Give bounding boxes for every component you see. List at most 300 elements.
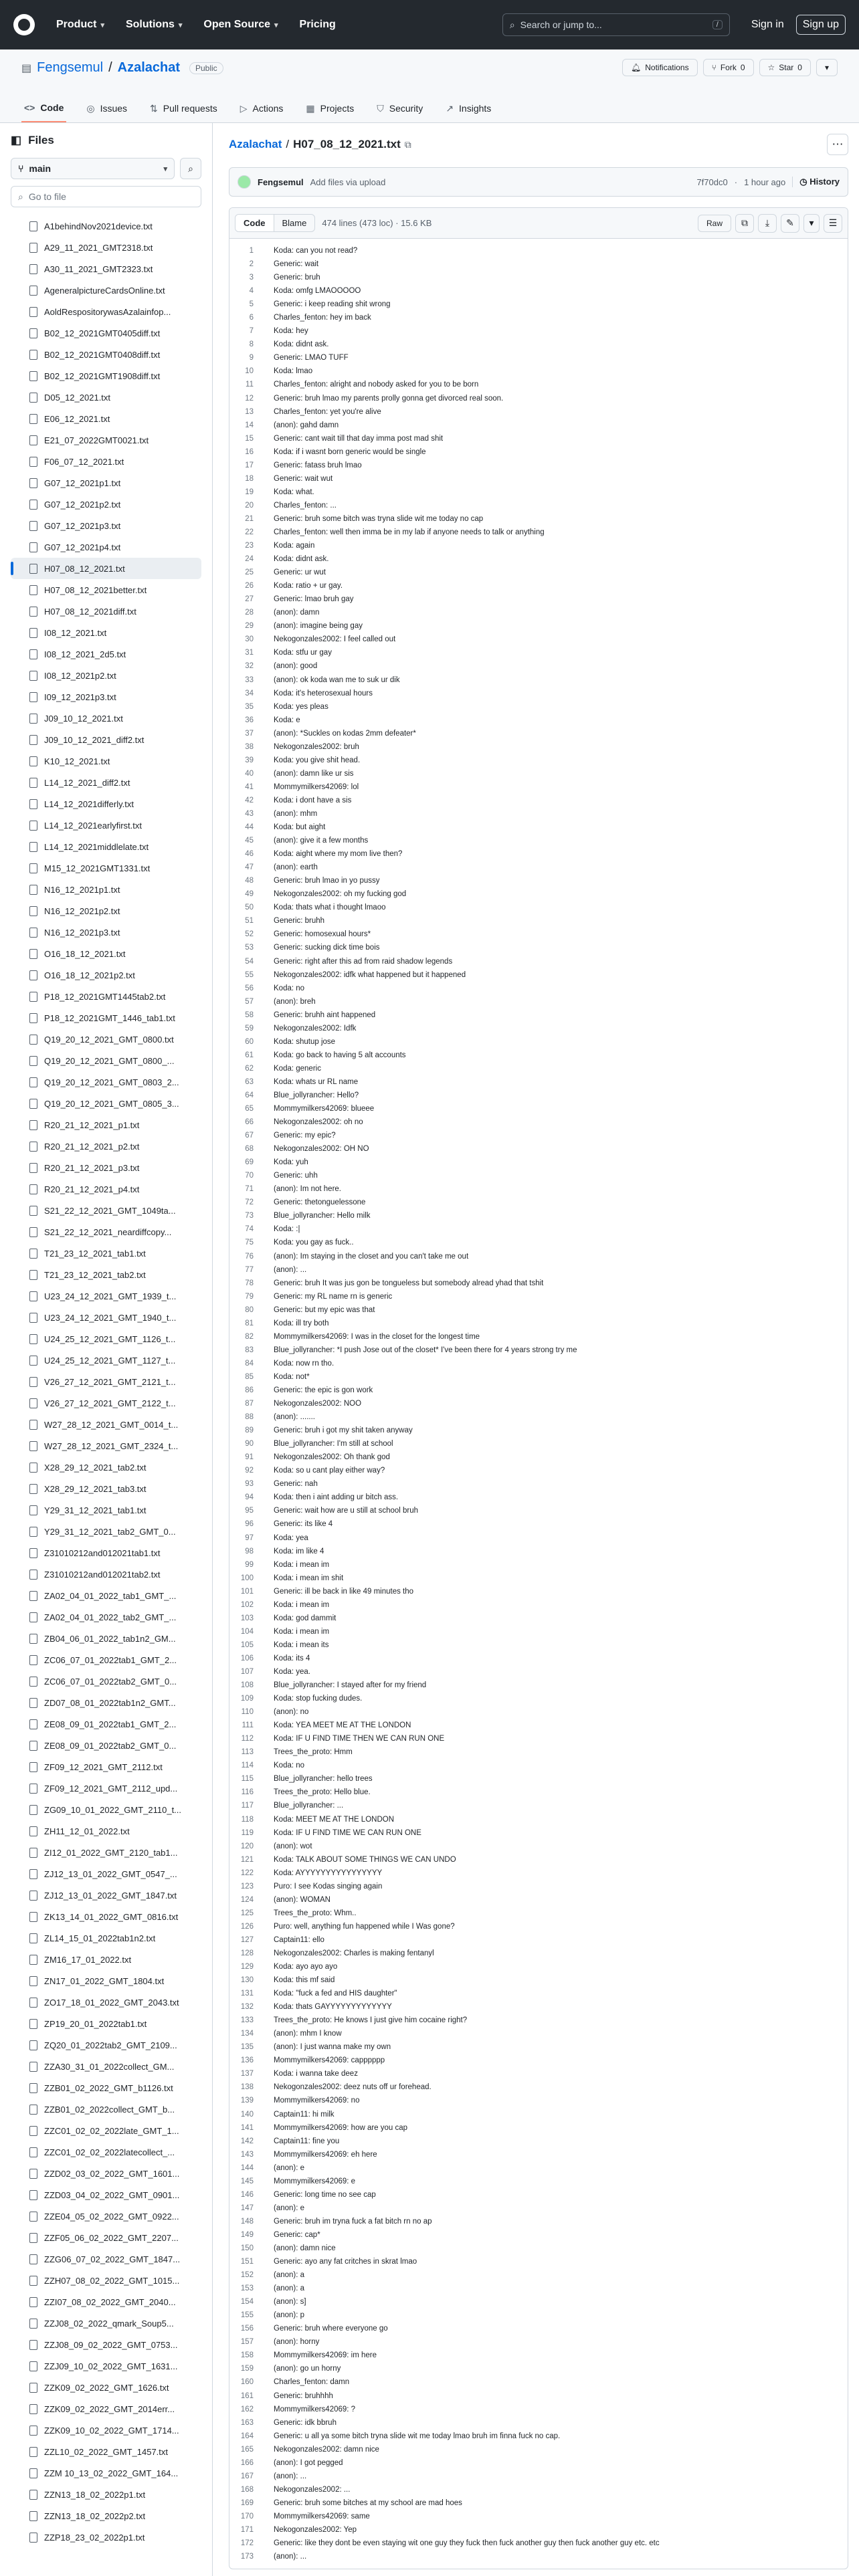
file-tree-item[interactable] <box>11 2120 201 2141</box>
line-number[interactable]: 52 <box>245 930 254 939</box>
file-tree-item[interactable] <box>11 964 201 986</box>
line-number[interactable]: 76 <box>245 1252 254 1261</box>
file-tree-item[interactable] <box>11 429 201 451</box>
file-tree-item[interactable] <box>11 536 201 558</box>
line-number[interactable]: 115 <box>241 1775 254 1784</box>
search-files-button[interactable] <box>180 158 201 179</box>
file-tree-item[interactable] <box>11 750 201 772</box>
tab-projects[interactable] <box>303 96 357 122</box>
line-number[interactable]: 77 <box>245 1265 254 1274</box>
file-tree-item[interactable] <box>11 579 201 601</box>
line-number[interactable]: 73 <box>245 1212 254 1220</box>
line-number[interactable]: 125 <box>240 1909 254 1917</box>
repo-owner-link[interactable]: Fengsemul <box>37 60 104 75</box>
file-tree-item[interactable] <box>11 708 201 729</box>
file-tree-item[interactable] <box>11 1606 201 1628</box>
file-tree-item[interactable] <box>11 1478 201 1499</box>
tab-security[interactable] <box>374 96 425 122</box>
raw-button[interactable] <box>698 215 731 232</box>
file-tree-item[interactable] <box>11 2377 201 2398</box>
line-number[interactable]: 103 <box>240 1614 254 1622</box>
file-tree-item[interactable] <box>11 857 201 879</box>
line-number[interactable]: 19 <box>245 488 254 496</box>
line-number[interactable]: 82 <box>245 1332 254 1341</box>
line-number[interactable]: 155 <box>240 2311 254 2320</box>
file-tree-item[interactable] <box>11 1970 201 1992</box>
star-button[interactable] <box>759 59 811 76</box>
notifications-button[interactable] <box>622 59 698 76</box>
file-tree-item[interactable] <box>11 1285 201 1307</box>
line-number[interactable]: 50 <box>245 903 254 912</box>
file-tree-item[interactable] <box>11 986 201 1007</box>
line-number[interactable]: 99 <box>245 1560 254 1569</box>
file-tree-item[interactable] <box>11 1628 201 1649</box>
line-number[interactable]: 33 <box>245 675 254 684</box>
line-number[interactable]: 139 <box>240 2097 254 2105</box>
line-number[interactable]: 88 <box>245 1413 254 1422</box>
file-tree-item[interactable] <box>11 2462 201 2484</box>
line-number[interactable]: 17 <box>245 461 254 469</box>
line-number[interactable]: 35 <box>245 702 254 711</box>
edit-dropdown-button[interactable] <box>803 214 820 233</box>
line-number[interactable]: 142 <box>240 2137 254 2145</box>
line-number[interactable]: 81 <box>245 1319 254 1327</box>
line-number[interactable]: 109 <box>240 1695 254 1703</box>
file-tree-item[interactable] <box>11 1927 201 1949</box>
file-tree-item[interactable] <box>11 2206 201 2227</box>
line-number[interactable]: 86 <box>245 1386 254 1394</box>
line-number[interactable]: 6 <box>249 314 254 322</box>
line-number[interactable]: 130 <box>240 1976 254 1985</box>
line-number[interactable]: 136 <box>240 2056 254 2065</box>
line-number[interactable]: 66 <box>245 1118 254 1127</box>
line-number[interactable]: 65 <box>245 1105 254 1113</box>
file-tree-item[interactable] <box>11 2056 201 2077</box>
line-number[interactable]: 148 <box>240 2217 254 2226</box>
line-number[interactable]: 164 <box>240 2432 254 2440</box>
file-tree-item[interactable] <box>11 1499 201 1521</box>
line-number[interactable]: 170 <box>240 2512 254 2520</box>
file-tree-item[interactable] <box>11 2420 201 2441</box>
line-number[interactable]: 75 <box>245 1239 254 1247</box>
line-number[interactable]: 70 <box>245 1172 254 1180</box>
line-number[interactable]: 159 <box>240 2365 254 2373</box>
line-number[interactable]: 141 <box>240 2123 254 2132</box>
line-number[interactable]: 147 <box>240 2204 254 2212</box>
line-number[interactable]: 62 <box>245 1064 254 1073</box>
file-tree-item[interactable] <box>11 686 201 708</box>
line-number[interactable]: 38 <box>245 742 254 751</box>
line-number[interactable]: 57 <box>245 997 254 1006</box>
file-tree-item[interactable] <box>11 1221 201 1243</box>
line-number[interactable]: 161 <box>240 2391 254 2400</box>
line-number[interactable]: 18 <box>245 474 254 483</box>
line-number[interactable]: 133 <box>240 2016 254 2025</box>
line-number[interactable]: 87 <box>245 1400 254 1408</box>
file-tree-item[interactable] <box>11 1328 201 1350</box>
line-number[interactable]: 135 <box>240 2043 254 2052</box>
file-tree-item[interactable] <box>11 1820 201 1842</box>
history-button[interactable] <box>792 177 840 187</box>
line-number[interactable]: 97 <box>245 1533 254 1542</box>
line-number[interactable]: 96 <box>245 1520 254 1529</box>
tab-issues[interactable] <box>84 96 130 122</box>
avatar[interactable] <box>237 175 251 189</box>
file-tree-item[interactable] <box>11 472 201 494</box>
file-tree-item[interactable] <box>11 494 201 515</box>
line-number[interactable]: 32 <box>245 662 254 671</box>
star-dropdown-button[interactable] <box>816 59 838 76</box>
line-number[interactable]: 92 <box>245 1467 254 1475</box>
repo-name-link[interactable]: Azalachat <box>117 60 180 75</box>
file-tree-item[interactable] <box>11 2505 201 2527</box>
file-tree-item[interactable] <box>11 2484 201 2505</box>
line-number[interactable]: 10 <box>245 367 254 376</box>
line-number[interactable]: 104 <box>240 1627 254 1636</box>
file-tree-item[interactable] <box>11 1392 201 1414</box>
line-number[interactable]: 48 <box>245 877 254 885</box>
nav-pricing[interactable] <box>300 19 336 31</box>
file-tree-item[interactable] <box>11 772 201 793</box>
line-number[interactable]: 69 <box>245 1158 254 1167</box>
file-tree-item[interactable] <box>11 665 201 686</box>
line-number[interactable]: 22 <box>245 528 254 536</box>
file-tree-item[interactable] <box>11 1735 201 1756</box>
line-number[interactable]: 129 <box>240 1963 254 1971</box>
file-tree-item[interactable] <box>11 622 201 643</box>
line-number[interactable]: 140 <box>240 2110 254 2119</box>
line-number[interactable]: 151 <box>240 2258 254 2266</box>
line-number[interactable]: 8 <box>249 340 254 349</box>
line-number[interactable]: 156 <box>240 2325 254 2333</box>
line-number[interactable]: 119 <box>241 1828 254 1837</box>
file-tree-item[interactable] <box>11 1842 201 1863</box>
line-number[interactable]: 29 <box>245 622 254 631</box>
line-number[interactable]: 36 <box>245 716 254 724</box>
line-number[interactable]: 63 <box>245 1077 254 1086</box>
commit-message[interactable]: Add files via upload <box>310 177 386 187</box>
line-number[interactable]: 20 <box>245 501 254 510</box>
file-tree-item[interactable] <box>11 2313 201 2334</box>
nav-open-source[interactable] <box>203 19 278 31</box>
file-tree-item[interactable] <box>11 1713 201 1735</box>
fork-button[interactable] <box>703 59 754 76</box>
line-number[interactable]: 138 <box>240 2083 254 2092</box>
file-tree-item[interactable] <box>11 943 201 964</box>
line-number[interactable]: 94 <box>245 1493 254 1502</box>
file-tree-item[interactable] <box>11 2013 201 2034</box>
go-to-file-input[interactable] <box>11 186 201 207</box>
file-tree-item[interactable] <box>11 1542 201 1564</box>
file-tree-item[interactable] <box>11 2334 201 2355</box>
line-number[interactable]: 41 <box>245 782 254 791</box>
file-tree-item[interactable] <box>11 643 201 665</box>
line-number[interactable]: 60 <box>245 1037 254 1046</box>
line-number[interactable]: 55 <box>245 970 254 979</box>
line-number[interactable]: 111 <box>242 1721 254 1730</box>
line-number[interactable]: 15 <box>245 434 254 443</box>
line-number[interactable]: 37 <box>245 729 254 738</box>
line-number[interactable]: 157 <box>240 2338 254 2347</box>
breadcrumb-repo-link[interactable]: Azalachat <box>229 138 282 150</box>
nav-solutions[interactable] <box>126 19 182 31</box>
line-number[interactable]: 84 <box>245 1359 254 1368</box>
file-tree-item[interactable] <box>11 729 201 750</box>
line-number[interactable]: 85 <box>245 1372 254 1381</box>
file-tree-item[interactable] <box>11 215 201 237</box>
line-number[interactable]: 21 <box>245 514 254 523</box>
file-tree-item[interactable] <box>11 2141 201 2163</box>
file-tree-item[interactable] <box>11 1093 201 1114</box>
file-tree-item[interactable] <box>11 2077 201 2099</box>
tab-actions[interactable] <box>237 96 286 122</box>
file-tree-item[interactable] <box>11 1649 201 1671</box>
line-number[interactable]: 31 <box>245 649 254 657</box>
file-tree-item[interactable] <box>11 1671 201 1692</box>
line-number[interactable]: 30 <box>245 635 254 644</box>
line-number[interactable]: 112 <box>241 1735 254 1743</box>
github-logo-icon[interactable] <box>13 14 35 35</box>
line-number[interactable]: 95 <box>245 1507 254 1515</box>
file-tree-item[interactable] <box>11 1692 201 1713</box>
line-number[interactable]: 110 <box>241 1708 254 1717</box>
file-tree-item[interactable] <box>11 1264 201 1285</box>
line-number[interactable]: 39 <box>245 756 254 764</box>
line-number[interactable]: 160 <box>240 2378 254 2387</box>
file-tree-item[interactable] <box>11 1136 201 1157</box>
line-number[interactable]: 105 <box>240 1640 254 1649</box>
line-number[interactable]: 4 <box>249 287 254 296</box>
line-number[interactable]: 146 <box>240 2190 254 2199</box>
file-tree-item[interactable] <box>11 1521 201 1542</box>
line-number[interactable]: 152 <box>240 2271 254 2280</box>
line-number[interactable]: 9 <box>249 354 254 362</box>
file-tree-item[interactable] <box>11 515 201 536</box>
line-number[interactable]: 44 <box>245 823 254 832</box>
file-tree-item[interactable] <box>11 258 201 280</box>
tab-pull-requests[interactable] <box>147 96 220 122</box>
file-tree-item[interactable] <box>11 2398 201 2420</box>
code-view-button[interactable]: Code <box>235 215 274 231</box>
line-number[interactable]: 154 <box>240 2298 254 2306</box>
line-number[interactable]: 11 <box>246 381 254 389</box>
line-number[interactable]: 49 <box>245 890 254 899</box>
line-number[interactable]: 64 <box>245 1091 254 1099</box>
line-number[interactable]: 117 <box>241 1802 254 1810</box>
line-number[interactable]: 42 <box>245 796 254 804</box>
line-number[interactable]: 26 <box>245 582 254 591</box>
line-number[interactable]: 132 <box>240 2003 254 2012</box>
line-number[interactable]: 165 <box>240 2445 254 2454</box>
line-number[interactable]: 128 <box>240 1949 254 1957</box>
blame-view-button[interactable]: Blame <box>282 218 307 228</box>
line-number[interactable]: 58 <box>245 1010 254 1019</box>
line-number[interactable]: 23 <box>245 542 254 550</box>
file-tree-item[interactable] <box>11 2355 201 2377</box>
line-number[interactable]: 113 <box>241 1748 254 1757</box>
file-tree-item[interactable] <box>11 1799 201 1820</box>
line-number[interactable]: 2 <box>249 260 254 269</box>
line-number[interactable]: 43 <box>245 809 254 818</box>
file-tree-item[interactable] <box>11 1178 201 1200</box>
more-options-button[interactable] <box>827 134 848 155</box>
line-number[interactable]: 171 <box>240 2525 254 2534</box>
file-tree-item[interactable] <box>11 2034 201 2056</box>
line-number[interactable]: 89 <box>245 1426 254 1435</box>
file-tree-item[interactable] <box>11 1414 201 1435</box>
commit-author[interactable]: Fengsemul <box>258 177 304 187</box>
line-number[interactable]: 71 <box>245 1185 254 1194</box>
file-tree-item[interactable] <box>11 1435 201 1457</box>
line-number[interactable]: 163 <box>240 2418 254 2427</box>
file-tree-item[interactable] <box>11 1457 201 1478</box>
file-tree-item[interactable] <box>11 2184 201 2206</box>
file-tree-item[interactable] <box>11 344 201 365</box>
line-number[interactable]: 158 <box>240 2351 254 2360</box>
file-tree-item[interactable] <box>11 1585 201 1606</box>
tab-code[interactable] <box>21 96 66 122</box>
line-number[interactable]: 45 <box>245 837 254 845</box>
file-tree-item[interactable] <box>11 2291 201 2313</box>
file-tree-item[interactable] <box>11 1756 201 1778</box>
line-number[interactable]: 80 <box>245 1305 254 1314</box>
file-tree-item[interactable] <box>11 815 201 836</box>
line-number[interactable]: 131 <box>240 1990 254 1998</box>
file-tree-item[interactable] <box>11 2527 201 2548</box>
sidebar-collapse-icon[interactable]: ◧ <box>11 134 22 146</box>
line-number[interactable]: 144 <box>240 2163 254 2172</box>
line-number[interactable]: 101 <box>240 1587 254 1596</box>
file-tree-item[interactable] <box>11 1371 201 1392</box>
line-number[interactable]: 72 <box>245 1198 254 1207</box>
line-number[interactable]: 123 <box>240 1882 254 1891</box>
edit-button[interactable] <box>781 214 799 233</box>
line-number[interactable]: 3 <box>249 274 254 282</box>
file-tree-item[interactable] <box>11 451 201 472</box>
sign-in-link[interactable]: Sign in <box>751 19 784 30</box>
line-number[interactable]: 28 <box>245 609 254 617</box>
file-tree-item[interactable] <box>11 280 201 301</box>
line-number[interactable]: 167 <box>240 2472 254 2480</box>
line-number[interactable]: 150 <box>240 2244 254 2252</box>
file-tree-item[interactable] <box>11 1863 201 1885</box>
line-number[interactable]: 169 <box>240 2498 254 2507</box>
file-tree-item[interactable] <box>11 558 201 579</box>
file-tree-item[interactable] <box>11 836 201 857</box>
line-number[interactable]: 137 <box>240 2070 254 2078</box>
line-number[interactable]: 149 <box>240 2230 254 2239</box>
file-tree-item[interactable] <box>11 922 201 943</box>
file-tree-item[interactable] <box>11 879 201 900</box>
tab-insights[interactable] <box>443 96 494 122</box>
file-tree-item[interactable] <box>11 1243 201 1264</box>
file-tree-item[interactable] <box>11 1906 201 1927</box>
line-number[interactable]: 168 <box>240 2485 254 2494</box>
line-number[interactable]: 68 <box>245 1145 254 1154</box>
line-number[interactable]: 102 <box>240 1600 254 1609</box>
line-number[interactable]: 83 <box>245 1346 254 1354</box>
file-tree-item[interactable] <box>11 1029 201 1050</box>
line-number[interactable]: 79 <box>245 1292 254 1301</box>
line-number[interactable]: 124 <box>240 1895 254 1904</box>
file-tree-item[interactable] <box>11 1564 201 1585</box>
branch-selector[interactable] <box>11 158 175 179</box>
line-number[interactable]: 13 <box>245 407 254 416</box>
line-number[interactable]: 172 <box>240 2539 254 2548</box>
file-tree-item[interactable] <box>11 2227 201 2248</box>
line-number[interactable]: 47 <box>245 863 254 872</box>
line-number[interactable]: 34 <box>245 689 254 697</box>
line-number[interactable]: 127 <box>240 1935 254 1944</box>
line-number[interactable]: 61 <box>245 1051 254 1059</box>
line-number[interactable]: 7 <box>249 327 254 336</box>
line-number[interactable]: 54 <box>245 957 254 966</box>
line-number[interactable]: 93 <box>245 1480 254 1489</box>
file-tree-item[interactable] <box>11 2099 201 2120</box>
symbols-panel-button[interactable] <box>824 214 842 233</box>
line-number[interactable]: 46 <box>245 850 254 859</box>
line-number[interactable]: 162 <box>240 2405 254 2413</box>
line-number[interactable]: 118 <box>241 1815 254 1824</box>
line-number[interactable]: 145 <box>240 2177 254 2185</box>
file-tree-item[interactable] <box>11 1071 201 1093</box>
file-tree-item[interactable] <box>11 1885 201 1906</box>
file-tree-item[interactable] <box>11 1114 201 1136</box>
line-number[interactable]: 100 <box>240 1574 254 1582</box>
nav-product[interactable] <box>56 19 104 31</box>
file-tree-item[interactable] <box>11 237 201 258</box>
line-number[interactable]: 14 <box>245 421 254 429</box>
line-number[interactable]: 114 <box>241 1761 254 1770</box>
line-number[interactable]: 78 <box>245 1279 254 1287</box>
line-number[interactable]: 153 <box>240 2284 254 2293</box>
file-tree-item[interactable] <box>11 1007 201 1029</box>
line-number[interactable]: 24 <box>245 555 254 564</box>
line-number[interactable]: 98 <box>245 1547 254 1555</box>
file-tree-item[interactable] <box>11 1778 201 1799</box>
line-number[interactable]: 116 <box>241 1788 254 1797</box>
line-number[interactable]: 90 <box>245 1440 254 1448</box>
line-number[interactable]: 106 <box>240 1654 254 1662</box>
file-tree-item[interactable] <box>11 601 201 622</box>
file-tree-item[interactable] <box>11 322 201 344</box>
file-tree-item[interactable] <box>11 1157 201 1178</box>
file-tree-item[interactable] <box>11 301 201 322</box>
file-tree-item[interactable] <box>11 1350 201 1371</box>
copy-raw-button[interactable] <box>735 214 754 233</box>
file-tree-item[interactable] <box>11 900 201 922</box>
line-number[interactable]: 56 <box>245 984 254 992</box>
line-number[interactable]: 67 <box>245 1132 254 1140</box>
download-button[interactable] <box>758 214 777 233</box>
file-tree-item[interactable] <box>11 793 201 815</box>
commit-hash[interactable]: 7f70dc0 <box>696 177 728 187</box>
line-number[interactable]: 107 <box>240 1667 254 1676</box>
line-number[interactable]: 1 <box>249 247 254 255</box>
line-number[interactable]: 166 <box>240 2458 254 2467</box>
line-number[interactable]: 51 <box>245 917 254 926</box>
file-tree-item[interactable] <box>11 1992 201 2013</box>
file-tree-item[interactable] <box>11 2163 201 2184</box>
line-number[interactable]: 108 <box>240 1681 254 1690</box>
file-tree-item[interactable] <box>11 1050 201 1071</box>
line-number[interactable]: 16 <box>245 447 254 456</box>
file-tree-item[interactable] <box>11 1200 201 1221</box>
line-number[interactable]: 74 <box>245 1225 254 1234</box>
line-number[interactable]: 121 <box>240 1855 254 1864</box>
line-number[interactable]: 5 <box>249 300 254 309</box>
global-search-input[interactable] <box>502 13 730 36</box>
